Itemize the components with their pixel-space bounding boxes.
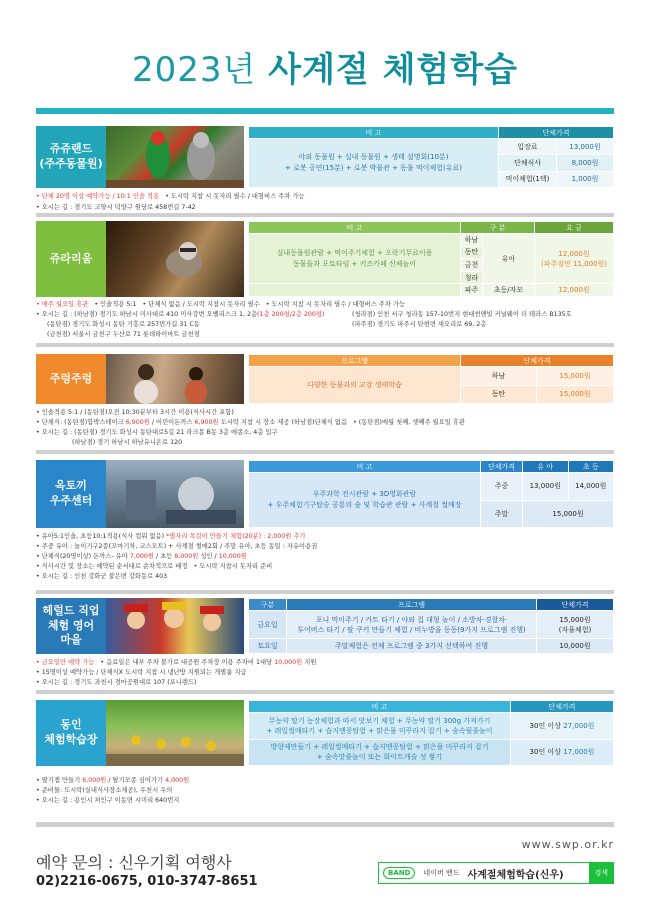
col-note: 비 고 [249,127,499,139]
directions: • 오시는 길 : 경기도 과천시 경마공원대로 107 (포니랜드) [36,679,197,686]
branch: 동탄 [461,385,537,404]
directions-cheongna: (청라점) 인천 서구 청라동 157-10번지 현대썬앤빌 커널웨이 더 테라스 B135호 [352,311,572,318]
parrot-photo [106,126,244,188]
col-elementary: 초 등 [568,461,614,473]
directions: • 오시는 길 : (동탄점) 경기도 화성시 동탄대로5길 21 라크몽 B동 3층 메종소, 4층 입구 [36,429,278,436]
branch: 금천 [461,259,483,272]
col-category: 구 분 [461,222,535,234]
kids-costume-photo [106,598,244,654]
adult-price: 12,000원 [535,284,614,297]
band-search-button[interactable]: 검색 [589,863,613,883]
col-price: 단체가격 [481,461,523,473]
footer-divider [36,822,614,827]
raccoon-photo [106,221,244,297]
child-label: 유아 [483,234,535,284]
branch: 청라 [461,271,483,284]
band-name: 사계절체험학습(신우) [467,869,564,881]
day-label: 금요일 [249,611,287,639]
directions-paju: (파주점) 경기도 파주시 탄현면 새오리로 69, 2층 [352,321,487,328]
col-price: 단체가격 [461,355,614,367]
col-note: 비 고 [249,222,461,234]
col-price: 단체가격 [499,127,614,139]
notes: • 단체식(20명이상) 돈까스- 유아 7,000원 / 초등 8,000원 성인 / 10,000원 [36,553,247,560]
adult-label: 초등/자모 [483,284,535,297]
directions-hanam: (하남점) 경기 하남시 하남유니온로 120 [72,439,183,446]
section-jujuland [36,126,614,218]
weekend-label: 주말 [481,500,523,528]
child-price: 13,000원 [523,473,569,501]
col-note: 비 고 [249,701,511,713]
price-label: 입장료 [499,139,557,155]
col-price: 요 금 [535,222,614,234]
directions: • 오시는 길 : 용인시 처인구 이동면 시미리 640번지 [36,797,180,804]
program-note: 실내동물원관람 + 먹이주기체험 + 오락기무료이용 동물들과 포토타임 + 키즈카페 신체놀이 [249,234,461,284]
col-program: 프로그램 [287,599,537,611]
child-price: 12,000원 (파주점만 11,000원) [535,234,614,284]
col-category: 구분 [249,599,287,611]
band-logo: BAND [383,867,415,879]
section-dongin [36,700,614,810]
price-label: 단체식사 [499,155,557,171]
weekend-price: 15,000원 [523,500,614,528]
branch: 파주 [461,284,483,297]
day-label: 토요일 [249,639,287,654]
notes: • 유아5:1인솔, 초등10:1적용(식사 컵뭐 없음) *별자리 목걸이 만들기 체험(20분) : 2,000원 추가 [36,533,306,540]
section-label: 쥬쥬랜드 (주주동물원) [36,126,106,188]
section-jurarium [36,221,614,329]
directions: • 오시는 길 : 인천 강화군 불은면 강화동로 403 [36,573,168,580]
col-price: 단체가격 [511,701,614,713]
divider [36,213,614,217]
col-note: 비 고 [249,461,481,473]
divider [36,690,614,694]
branch: 하남 [461,367,537,386]
price-value: 13,000원 [557,139,614,155]
section-label: 동인 체험학습장 [36,700,106,766]
col-price: 단체가격 [537,599,614,611]
notes: • 인솔적용 5:1 / (동탄점)오전 10:30분부터 3시간 이용(식사시간 포함) [36,409,234,416]
price-value: 1,000원 [557,171,614,187]
notes: • 식사시간 및 장소는 예약된 순서대로 순차적으로 배정 • 도시락 지참시 돗자리 준비 [36,563,273,570]
branch: 동탄 [461,246,483,259]
program: 주말체험은 전체 프로그램 중 3가지 선택하여 진행 [287,639,537,654]
section-label: 쥬라리움 [36,221,106,297]
website-url[interactable]: www.swp.or.kr [521,838,614,851]
notes: • 딸기잼 만들기 6,000원 / 딸기모종 심어가기 4,000원 [36,777,190,784]
directions: • 오시는 길 : 경기도 고양시 덕양구 원당로 458번길 7-42 [36,204,196,211]
program-note: 야외 동물원 + 실내 동물원 + 생태 설명회(10분) + 로봇 공연(15분) + 로봇 박물관 + 동물 먹이체험(유료) [249,139,499,188]
notes: • 매주 월요일 휴관 • 인솔적용 5:1 • 단체식 없음 / 도시락 지참시 돗자리 필수 • 도시락 지참 시 돗자리 필수 / 대형버스 주차 가능 [36,301,406,308]
directions-dongtan: (동탄점) 경기도 화성시 동탄 기흥로 257번가길 31 C동 [47,321,200,328]
price-value: 30인 이상 27,000원 [511,713,614,740]
program: 다양한 동물과의 교감 생태학습 [249,367,461,404]
price-value: 30인 이상 17,000원 [511,739,614,766]
program: 무농약 딸기 농장체험과 따서 맛보기 체험 + 무농약 딸기 300g 가져가기 + 레일썰매타기 + 습지맨꽁탐험 + 맑은물 미꾸라지 잡기 + 숲속뒷줄놀이 [249,713,511,740]
col-child: 유 아 [523,461,569,473]
space-center-photo [106,460,244,528]
notes: • 금요일만 예약 가능 • 음료일은 내부 주차 불가로 대공원 주차장 이용 주차비 1대당 10,000원 지원 [36,659,317,666]
program: 포니 먹이주기 / 카트 타기 / 야외 집 대형 놀이 / 소방차·경찰차· 투어버스 타기 / 팔 쿠키 만들기 체험 / 비누방울 동동(9가지 프로그램 진행) [287,611,537,639]
weekday-label: 주중 [481,473,523,501]
top-divider [36,108,614,114]
divider [36,450,614,454]
directions: • 오시는 길 : (하남점) 경기도 하남시 미사대로 410 미사강변 오벨리스크 1, 2층(1층 200평/2층 200평) [36,311,325,318]
price-value: 10,000원 [537,639,614,654]
farm-kids-photo [106,700,244,766]
notes: • 단체 20명 이상 예약가능 / 10:1 인솔 적용 • 도시락 지참 시 돗자리 필수 / 대형버스 주차 가능 [36,193,305,200]
section-jurungjurung [36,354,614,454]
band-label: 네이버 밴드 [423,869,460,877]
band-search-box[interactable] [378,862,614,884]
notes: • 주중 유아 : 놀이기구2종(꼬마기차, 코스모트) + 사계절 썰매2회 / 주말 유아, 초등 동일 : 자유이용권 [36,543,318,550]
section-label: 옥토끼 우주센터 [36,460,106,528]
price-value: 15,000원 [537,385,614,404]
divider [36,343,614,347]
section-label: 헤럴드 직업 체험 영어 마을 [36,598,106,654]
branch: 하남 [461,234,483,247]
elementary-price: 14,000원 [568,473,614,501]
notes: • 단체식: (동탄점)함박스테이크 6,900원 / 어린이돈까스 6,900원 도시락 지참 시 장소 제공 (하남점)단체식 없음 • (동탄점)매월 첫째, 셋째주 월요일 휴관 [36,419,465,426]
section-herald [36,598,614,690]
inquiry-text: 예약 문의 : 신우기획 여행사 [36,853,232,872]
page-title: 2023년 사계절 체험학습 [132,50,518,90]
price-value: 15,000원 (자율체험) [537,611,614,639]
section-oktokki [36,460,614,590]
price-value: 8,000원 [557,155,614,171]
program: 방향제만들기 + 레일썰매타기 + 습지맨꽁탐험 + 맑은물 미꾸라지 잡기 + 숲속맛줄놀이 또는 화이트캐슬 성 쌓기 [249,739,511,766]
program-note: 우주과학 전시관람 + 3D영화관람 + 우주체험기구탑승 공룡의 숲 및 학습관 관람 + 사계절 썰매장 [249,473,481,528]
directions-geumcheon: (금천점) 서울시 금천구 두산로 71 롯데하이마트 금천점 [47,331,200,338]
notes: • 준비물: 도시락(실내식사장소제공), 우천시 우의 [36,787,173,794]
divider [36,590,614,594]
notes: • 15명이상 예약가능 / 단체식X 도시락 지참 시 냉난방 지원되는 개별룸 지급 [36,669,247,676]
price-label: 먹이체험(1택) [499,171,557,187]
section-label: 주렁주렁 [36,354,106,404]
col-program: 프로그램 [249,355,461,367]
phone-numbers: 02)2216-0675, 010-3747-8651 [36,874,258,889]
price-value: 15,000원 [537,367,614,386]
family-photo [106,354,244,404]
